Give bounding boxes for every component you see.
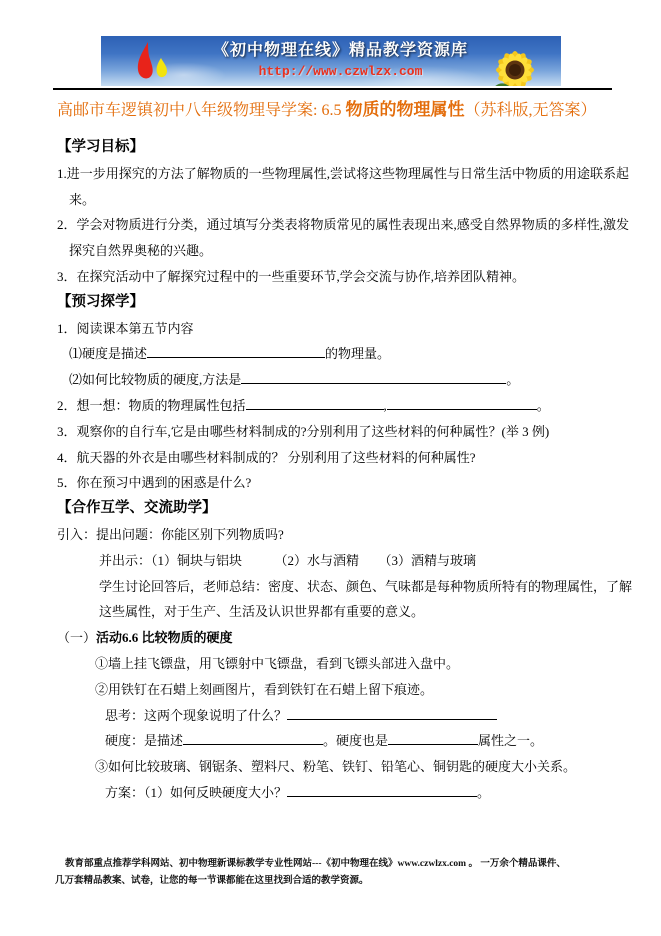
prestudy-q2-suffix: 。 xyxy=(536,397,550,413)
cooperate-summary-line-2: 这些属性，对于生产、生活及认识世界都有重要的意义。 xyxy=(99,604,425,620)
activity-hardness-text-1: 硬度：是描述 xyxy=(105,733,184,749)
prestudy-q2-text: 2．想一想：物质的物理属性包括 xyxy=(57,397,246,413)
activity-prefix: （一） xyxy=(57,630,97,646)
sunflower-icon xyxy=(485,42,543,86)
prestudy-q5: 5．你在预习中遇到的困惑是什么? xyxy=(57,475,252,491)
prestudy-q2-blank-2 xyxy=(387,395,537,410)
activity-think xyxy=(57,703,621,729)
footer-note xyxy=(55,856,631,890)
banner-text-block xyxy=(191,39,491,81)
activity-heading xyxy=(57,625,621,651)
activity-plan-text: 方案：（1）如何反映硬度大小？ xyxy=(105,784,288,800)
title-prefix: 高邮市车逻镇初中八年级物理导学案: 6.5 xyxy=(57,102,346,119)
activity-step-2: ②用铁钉在石蜡上刻画图片，看到铁钉在石蜡上留下痕迹。 xyxy=(95,681,434,697)
activity-hardness-blank-2 xyxy=(388,730,478,745)
goal-item-2-line-2: 探究自然界奥秘的兴趣。 xyxy=(69,243,213,259)
prestudy-q2-comma: , xyxy=(383,397,387,413)
document-body xyxy=(57,135,633,806)
activity-plan xyxy=(57,780,621,806)
prestudy-q1a-text: ⑴硬度是描述 xyxy=(69,346,148,362)
title-suffix: （苏科版,无答案） xyxy=(464,102,597,119)
banner-site-url: http://www.czwlzx.com xyxy=(258,64,423,79)
goal-item-3: 3．在探究活动中了解探究过程中的一些重要环节,学会交流与协作,培养团队精神。 xyxy=(57,268,526,284)
prestudy-q2 xyxy=(57,393,621,419)
goal-item-2-line-1: 2．学会对物质进行分类，通过填写分类表将物质常见的属性表现出来,感受自然界物质的多样性,激发 xyxy=(57,217,630,233)
section-heading-goals: 【学习目标】 xyxy=(57,139,144,155)
flame-logo-icon xyxy=(129,41,179,83)
activity-hardness xyxy=(57,728,621,754)
horizontal-divider xyxy=(53,88,612,90)
prestudy-q2-blank-1 xyxy=(246,395,384,410)
page-title xyxy=(57,99,661,122)
flame-yellow-shape xyxy=(156,58,166,77)
footer-line-1: 教育部重点推荐学科网站、初中物理新课标教学专业性网站---《初中物理在线》www.czwlzx.com 。 一万余个精品课件、 xyxy=(65,858,566,869)
prestudy-q1a-suffix: 的物理量。 xyxy=(325,346,391,362)
cooperate-summary-line-1: 学生讨论回答后，老师总结：密度、状态、颜色、气味都是每种物质所特有的物理属性，了解 xyxy=(99,578,633,594)
section-heading-prestudy: 【预习探学】 xyxy=(57,293,144,310)
title-emphasis: 物质的物理属性 xyxy=(345,100,465,119)
prestudy-q1b xyxy=(57,367,621,393)
cooperate-display: 并出示：（1）铜块与铝块 （2）水与酒精 （3）酒精与玻璃 xyxy=(99,552,477,568)
prestudy-q3: 3．观察你的自行车,它是由哪些材料制成的?分别利用了这些材料的何种属性？(举 3 例) xyxy=(57,423,550,439)
prestudy-q4: 4．航天器的外衣是由哪些材料制成的？ 分别利用了这些材料的何种属性? xyxy=(57,449,476,465)
prestudy-q1b-text: ⑵如何比较物质的硬度,方法是 xyxy=(69,372,242,388)
prestudy-q1b-suffix: 。 xyxy=(506,372,520,388)
activity-hardness-text-3: 属性之一。 xyxy=(478,733,544,749)
flame-red-shape xyxy=(137,42,152,78)
goal-item-1-line-2: 来。 xyxy=(69,191,96,207)
activity-title: 活动6.6 比较物质的硬度 xyxy=(96,630,233,646)
prestudy-q1: 1．阅读课本第五节内容 xyxy=(57,320,194,336)
banner-site-title: 《初中物理在线》精品教学资源库 xyxy=(212,42,468,59)
activity-think-text: 思考：这两个现象说明了什么？ xyxy=(105,707,288,723)
cooperate-intro: 引入：提出问题：你能区别下列物质吗? xyxy=(57,526,284,542)
activity-step-1: ①墙上挂飞镖盘，用飞镖射中飞镖盘，看到飞镖头部进入盘中。 xyxy=(95,655,460,671)
activity-think-blank xyxy=(287,705,497,720)
prestudy-q1b-blank xyxy=(241,369,506,384)
activity-hardness-blank-1 xyxy=(183,730,323,745)
activity-plan-blank xyxy=(287,782,477,797)
site-banner xyxy=(101,36,561,86)
prestudy-q1a xyxy=(57,341,621,367)
section-heading-cooperate: 【合作互学、交流助学】 xyxy=(57,500,217,517)
footer-line-2: 几万套精品教案、试卷，让您的每一节课都能在这里找到合适的教学资源。 xyxy=(55,875,369,886)
goal-item-1-line-1: 1.进一步用探究的方法了解物质的一些物理属性,尝试将这些物理属性与日常生活中物质的用途联系起 xyxy=(57,165,630,181)
activity-hardness-text-2: 。硬度也是 xyxy=(323,733,389,749)
activity-plan-suffix: 。 xyxy=(477,784,491,800)
prestudy-q1a-blank xyxy=(147,343,325,358)
activity-step-3: ③如何比较玻璃、钢锯条、塑料尺、粉笔、铁钉、铅笔心、铜钥匙的硬度大小关系。 xyxy=(95,759,577,775)
